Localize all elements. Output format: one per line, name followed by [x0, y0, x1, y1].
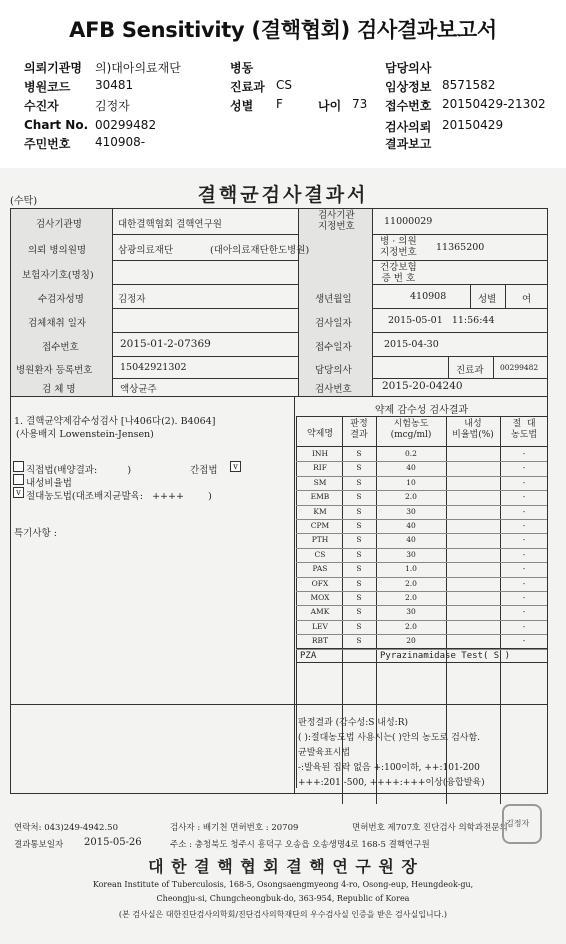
absolute-cell: - — [522, 449, 526, 458]
value-test-date: 2015-05-01 11:56:44 — [388, 315, 495, 326]
col-concentration: 시험농도 (mcg/ml) — [390, 419, 432, 440]
result-cell: S — [356, 621, 362, 631]
label-lab-id: 검사기관 지정번호 — [318, 210, 355, 232]
label-age: 나이 — [318, 99, 342, 113]
result-cell: S — [356, 564, 362, 574]
checkbox-ratio — [13, 474, 24, 485]
col-drug: 약제명 — [306, 429, 334, 439]
label-sex: 성별 — [230, 99, 254, 113]
susceptibility-title: 약제 감수성 검사결과 — [374, 405, 469, 416]
legend-line-3: 균발육표시법 — [298, 748, 351, 758]
concentration-cell: 2.0 — [405, 578, 417, 588]
result-cell: S — [356, 463, 362, 473]
label-specimen-date: 검체채취 일자 — [28, 318, 87, 329]
concentration-cell: 30 — [406, 549, 416, 559]
value-requester: 삼광의료재단 — [118, 245, 174, 256]
concentration-cell: 30 — [406, 506, 416, 516]
absolute-cell: - — [522, 521, 526, 530]
drug-name: AMK — [310, 607, 330, 617]
label-patient-name: 수검자성명 — [38, 294, 84, 305]
label-ward: 병동 — [230, 61, 254, 75]
footer-certification: (본 검사실은 대한진단검사의학회/진단검사의학재단의 우수검사실 인증을 받은 검사실입니다.) — [118, 910, 448, 919]
pza-value: Pyrazinamidase Test( S ) — [380, 651, 511, 661]
value-chart-no: 00299482 — [95, 118, 157, 132]
label-insurance-id: 건강보험 증 번 호 — [380, 262, 417, 284]
method-direct: 직접법(배양결과: ) — [26, 465, 132, 476]
row-divider — [296, 505, 547, 506]
label-dept-report: 진료과 — [456, 365, 484, 376]
result-cell: S — [356, 535, 362, 545]
footer-report-date-label: 결과통보일자 — [14, 840, 64, 850]
drug-name: OFX — [311, 578, 329, 588]
absolute-cell: - — [522, 578, 526, 588]
label-receipt-no: 접수번호 — [385, 99, 432, 113]
label-requesting-institution: 의뢰기관명 — [24, 61, 82, 75]
absolute-cell: - — [522, 477, 526, 487]
value-dept-report: 00299482 — [500, 363, 539, 372]
result-cell: S — [356, 521, 362, 530]
medium-line: (사용배지 Lowenstein-Jensen) — [16, 429, 154, 440]
value-registration-no: 15042921302 — [120, 362, 187, 373]
method-indirect: 간접법 — [190, 465, 218, 476]
label-insurer: 보험자기호(명칭) — [22, 270, 94, 281]
concentration-cell: 2.0 — [405, 593, 417, 602]
value-request-date: 20150429 — [442, 118, 504, 132]
seal-stamp — [502, 804, 542, 844]
value-resident-no: 410908- — [95, 135, 146, 149]
absolute-cell: - — [522, 564, 526, 574]
pza-label: PZA — [300, 651, 317, 661]
footer-org-kr: 대 한 결 핵 협 회 결 핵 연 구 원 장 — [148, 857, 418, 876]
result-cell: S — [356, 549, 362, 559]
value-hospital-code: 30481 — [95, 78, 134, 92]
checkbox-direct — [13, 461, 24, 472]
concentration-cell: 20 — [406, 636, 416, 646]
row-divider — [296, 533, 547, 534]
drug-name: SM — [313, 477, 327, 487]
result-cell: S — [356, 492, 362, 502]
drug-name: KM — [313, 506, 327, 516]
concentration-cell: 40 — [406, 463, 416, 473]
value-patient-name: 김정자 — [118, 294, 146, 305]
concentration-cell: 1.0 — [405, 564, 417, 574]
legend-line-1: 판정결과 (감수성:S 내성:R) — [298, 718, 408, 728]
drug-name: MOX — [310, 593, 330, 602]
drug-name: LEV — [312, 621, 328, 631]
value-patient: 김정자 — [95, 99, 130, 113]
result-cell: S — [356, 636, 362, 646]
result-cell: S — [356, 607, 362, 617]
concentration-cell: 2.0 — [405, 492, 417, 502]
col-result: 판정 결과 — [350, 419, 368, 440]
footer-org-en-1: Korean Institute of Tuberculosis, 168-5, Osongsaengmyeong 4-ro, Osong-eup, Heungdeok-gu, — [92, 880, 474, 889]
drug-name: RIF — [313, 463, 327, 473]
consignment-mark: (수탁) — [10, 196, 38, 207]
absolute-cell: - — [522, 463, 526, 473]
drug-name: PTH — [311, 535, 329, 545]
col-absolute: 절 대 농도법 — [510, 419, 538, 440]
footer-examiner: 검사자 : 배기천 면허번호 : 20709 — [170, 823, 299, 833]
label-receipt-date: 접수일자 — [315, 342, 352, 353]
label-hospital-code: 병원코드 — [24, 80, 71, 94]
value-department: CS — [276, 78, 292, 92]
absolute-cell: - — [522, 535, 526, 545]
row-divider — [296, 605, 547, 606]
value-lab-id: 11000029 — [384, 216, 433, 227]
label-request-date: 검사의뢰 — [385, 120, 432, 134]
col-ratio: 내성 비율법(%) — [452, 419, 494, 440]
label-requester: 의뢰 병의원명 — [28, 245, 87, 256]
row-divider — [296, 461, 547, 462]
label-registration-no: 병원환자 등록번호 — [16, 365, 93, 376]
label-department: 진료과 — [230, 80, 265, 94]
value-clinical-info: 8571582 — [442, 78, 496, 92]
label-receipt-number: 접수번호 — [42, 342, 79, 353]
absolute-cell: - — [522, 593, 526, 602]
value-receipt-no: 20150429-21302 — [442, 97, 546, 111]
row-divider — [296, 577, 547, 578]
value-requesting-institution: 의)대아의료재단 — [95, 61, 181, 75]
label-resident-no: 주민번호 — [24, 137, 71, 151]
label-result-report: 결과보고 — [385, 137, 432, 151]
test-method-line: 1. 결핵균약제감수성검사 [나406다(2). B4064] — [14, 416, 216, 427]
row-divider — [296, 548, 547, 549]
row-divider — [296, 490, 547, 491]
value-receipt-number: 2015-01-2-07369 — [120, 338, 211, 350]
value-specimen: 액상균주 — [120, 384, 157, 395]
label-chart-no: Chart No. — [24, 118, 89, 132]
concentration-cell: 40 — [406, 521, 416, 530]
row-divider — [296, 620, 547, 621]
report-form-title: 결핵균검사결과서 — [197, 184, 369, 206]
method-absolute: 절대농도법(대조배지균발육: ++++ ) — [26, 491, 212, 502]
label-dob: 생년월일 — [315, 294, 352, 305]
label-requester-id: 병 · 의원 지정번호 — [380, 236, 417, 258]
drug-name: CS — [314, 549, 326, 559]
row-divider — [296, 519, 547, 520]
value-requester-id: 11365200 — [436, 242, 485, 253]
absolute-cell: - — [522, 549, 526, 559]
value-dob: 410908 — [410, 291, 447, 302]
result-cell: S — [356, 506, 362, 516]
row-divider — [296, 649, 547, 650]
legend-line-4: -:발육된 집락 없음 +:100이하, ++:101-200 — [298, 763, 480, 773]
footer-license: 면허번호 제707호 진단검사 의학과전문의 — [352, 823, 508, 833]
row-divider — [296, 634, 547, 635]
result-cell: S — [356, 593, 362, 602]
label-test-date: 검사일자 — [315, 318, 352, 329]
label-specimen: 검 체 명 — [42, 384, 76, 395]
footer-org-en-2: Cheongju-si, Chungcheongbuk-do, 363-954, Republic of Korea — [156, 894, 410, 903]
footer-address: 주소 : 충청북도 청주시 흥덕구 오송읍 오송생명4로 168-5 결핵연구원 — [170, 840, 430, 850]
value-test-number: 2015-20-04240 — [382, 380, 463, 392]
label-sex-report: 성별 — [478, 294, 497, 305]
value-lab: 대한결핵협회 결핵연구원 — [118, 219, 222, 230]
concentration-cell: 30 — [406, 607, 416, 617]
value-receipt-date: 2015-04-30 — [384, 339, 439, 350]
absolute-cell: - — [522, 621, 526, 631]
label-test-number: 검사번호 — [315, 384, 352, 395]
report-title: AFB Sensitivity (결핵협회) 검사결과보고서 — [69, 18, 497, 42]
drug-name: EMB — [310, 492, 330, 502]
label-patient: 수진자 — [24, 99, 59, 113]
absolute-cell: - — [522, 607, 526, 617]
row-divider — [296, 562, 547, 563]
concentration-cell: 2.0 — [405, 621, 417, 631]
label-clinical-info: 임상정보 — [385, 80, 432, 94]
checkbox-indirect: v — [230, 461, 241, 472]
value-age: 73 — [352, 97, 368, 111]
seal-name: 김정자 — [506, 819, 530, 828]
row-divider — [296, 591, 547, 592]
value-requester-2: (대아의료재단한도병원) — [210, 245, 310, 256]
value-sex-report: 여 — [522, 294, 532, 305]
legend-line-5: +++:201 -500, ++++:+++이상(융합발육) — [298, 778, 485, 788]
concentration-cell: 40 — [406, 535, 416, 545]
drug-name: INH — [311, 449, 329, 458]
label-attending-doctor: 담당의사 — [315, 365, 352, 376]
value-sex: F — [276, 97, 283, 111]
result-cell: S — [356, 578, 362, 588]
footer-report-date: 2015-05-26 — [84, 837, 142, 848]
footer-contact: 연락처: 043)249-4942.50 — [14, 823, 118, 833]
drug-name: PAS — [312, 564, 328, 574]
scanned-report — [0, 168, 566, 944]
drug-name: CPM — [310, 521, 330, 530]
concentration-cell: 10 — [406, 477, 416, 487]
absolute-cell: - — [522, 506, 526, 516]
row-divider — [296, 476, 547, 477]
concentration-cell: 0.2 — [405, 449, 417, 458]
result-cell: S — [356, 477, 362, 487]
label-lab: 검사기관명 — [36, 219, 82, 230]
absolute-cell: - — [522, 636, 526, 646]
method-ratio: 내성비율법 — [26, 478, 72, 489]
result-cell: S — [356, 449, 362, 458]
absolute-cell: - — [522, 492, 526, 502]
remarks-label: 특기사항 : — [14, 528, 57, 539]
checkbox-absolute: v — [13, 487, 24, 498]
legend-line-2: ( ):절대농도법 사용시는( )안의 농도로 검사함. — [298, 733, 481, 743]
label-physician: 담당의사 — [385, 61, 432, 75]
drug-name: RBT — [311, 636, 329, 646]
